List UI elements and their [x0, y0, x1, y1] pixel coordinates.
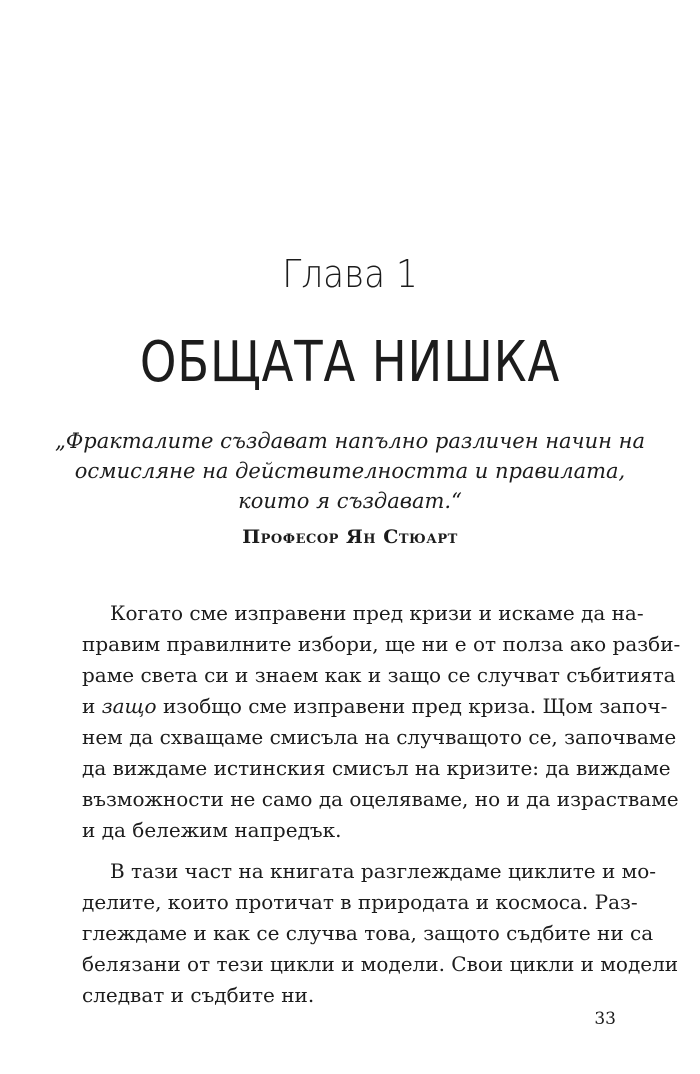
text-line: и да бележим напредък.	[82, 818, 342, 842]
text-line: делите, които протичат в природата и космоса. Раз-	[82, 890, 638, 914]
emphasis: защо	[101, 694, 157, 718]
epigraph-line: осмисляне на действителността и правилата,	[74, 459, 626, 483]
paragraph-gap	[82, 846, 618, 856]
epigraph-line: които я създават.“	[238, 489, 462, 513]
text-line: В тази част на книгата разглеждаме циклите и мо-	[110, 859, 656, 883]
epigraph-line: „Фракталите създават напълно различен начин на	[54, 429, 646, 453]
text-line	[82, 691, 668, 722]
text-line: белязани от тези цикли и модели. Свои цикли и модели	[82, 952, 679, 976]
text-line: глеждаме и как се случва това, защото съдбите ни са	[82, 921, 654, 945]
chapter-title: ОБЩАТА НИШКА	[139, 330, 561, 395]
paragraph	[82, 856, 679, 1011]
text-line: нем да схващаме смисъла на случващото се, започваме	[82, 725, 677, 749]
text-line: Когато сме изправени пред кризи и искаме да на-	[110, 601, 644, 625]
text-line: възможности не само да оцеляваме, но и да израстваме	[82, 787, 679, 811]
chapter-label: Глава 1	[282, 252, 418, 296]
epigraph-quote	[0, 426, 700, 516]
text-line: правим правилните избори, ще ни е от полза ако разби-	[82, 632, 681, 656]
body-text	[82, 598, 681, 1011]
paragraph	[82, 598, 681, 846]
text-line: раме света си и знаем как и защо се случват събитията	[82, 663, 676, 687]
text-line: да виждаме истинския смисъл на кризите: да виждаме	[82, 756, 671, 780]
text-run: и	[82, 694, 102, 718]
page-number: 33	[594, 1009, 616, 1029]
text-run: изобщо сме изправени пред криза. Щом започ-	[156, 694, 668, 718]
text-line: следват и съдбите ни.	[82, 983, 315, 1007]
epigraph-author: Професор Ян Стюарт	[242, 526, 458, 548]
